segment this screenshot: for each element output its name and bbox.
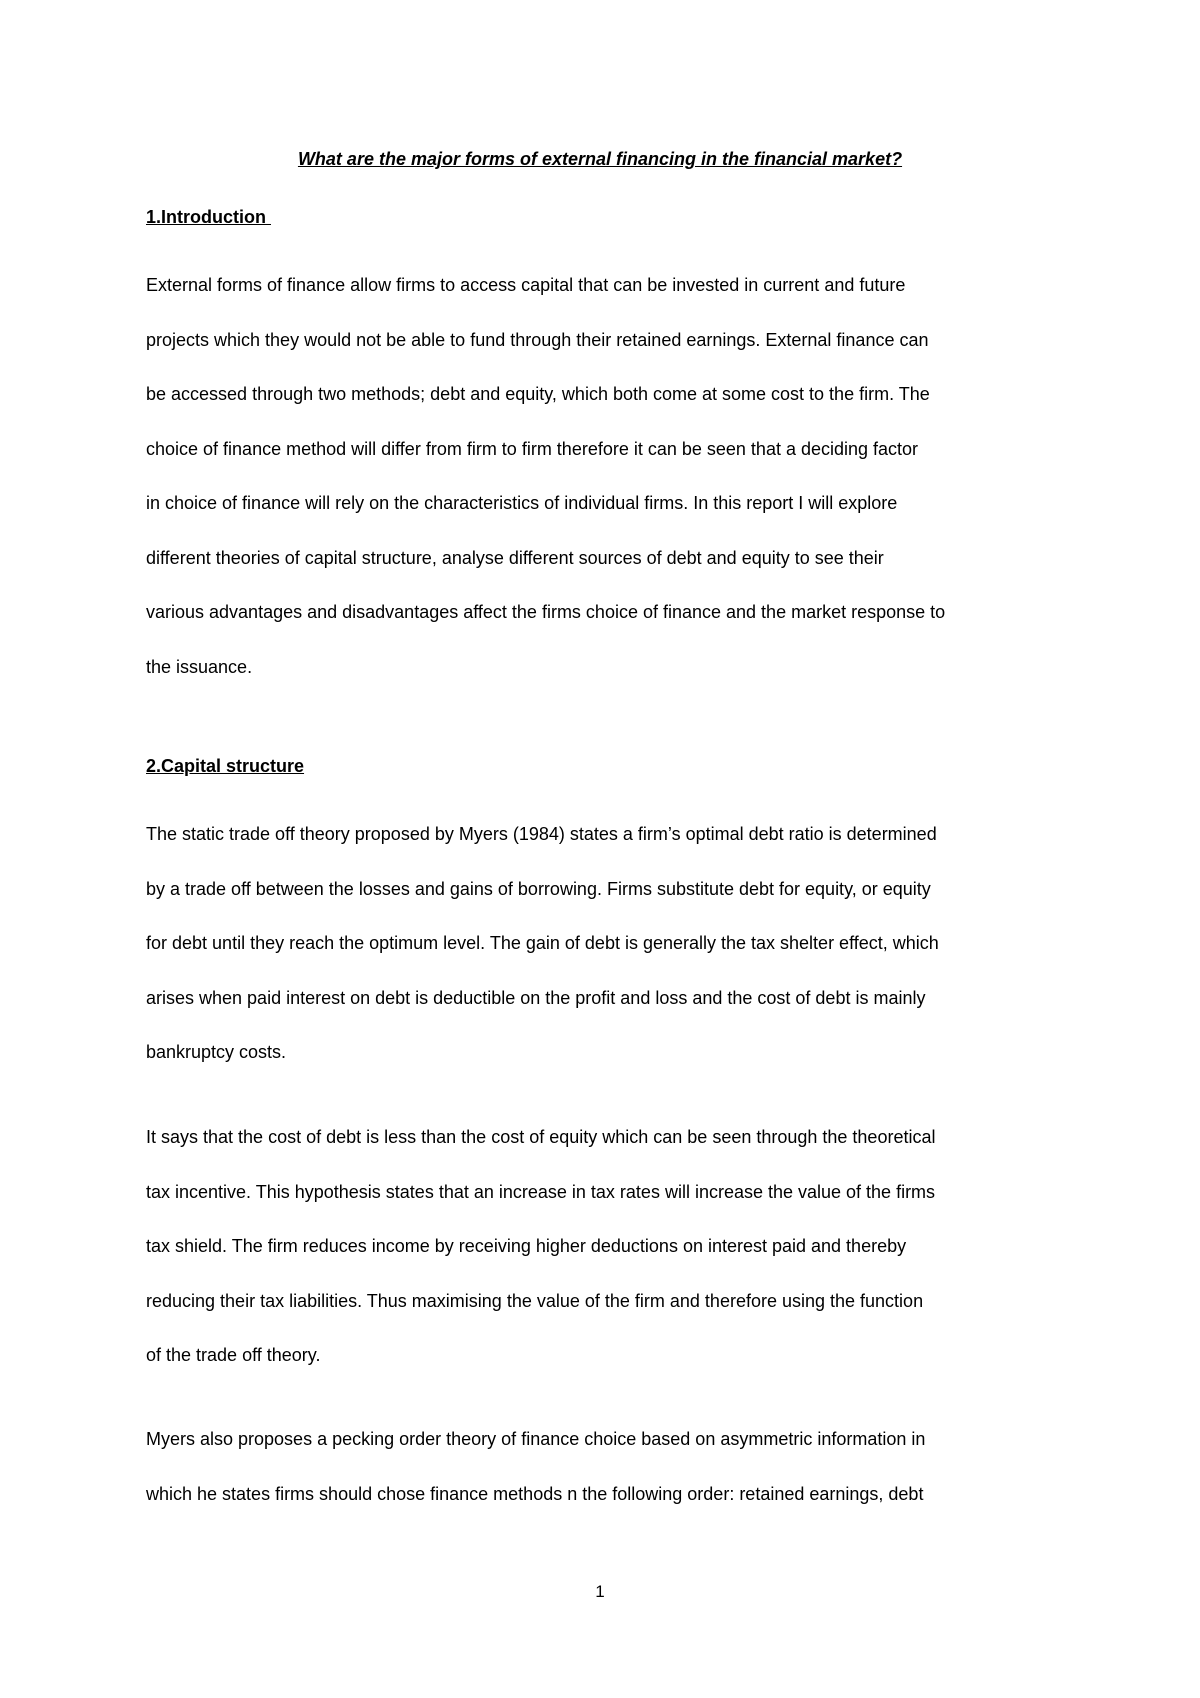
text-line: of the trade off theory. (146, 1345, 321, 1365)
text-line: the issuance. (146, 656, 253, 677)
paragraph-introduction (146, 258, 1066, 694)
section-heading-introduction: 1.Introduction (146, 207, 271, 227)
text-line: Myers also proposes a pecking order theory of finance choice based on asymmetric information in (146, 1429, 926, 1449)
text-line: arises when paid interest on debt is deductible on the profit and loss and the cost of debt is mainly (146, 987, 926, 1008)
paragraph-static-trade-off (146, 807, 1066, 1080)
text-line: which he states firms should chose finance methods n the following order: retained earnings, debt (146, 1483, 924, 1504)
text-line: for debt until they reach the optimum level. The gain of debt is generally the tax shelter effect, which (146, 933, 939, 953)
text-line: tax shield. The firm reduces income by receiving higher deductions on interest paid and thereby (146, 1236, 907, 1256)
document-title: What are the major forms of external financing in the financial market? (297, 149, 903, 169)
text-line: tax incentive. This hypothesis states that an increase in tax rates will increase the value of the firms (146, 1181, 936, 1202)
text-line: various advantages and disadvantages affect the firms choice of finance and the market response to (146, 602, 946, 622)
text-line: projects which they would not be able to fund through their retained earnings. External finance can (146, 329, 929, 350)
text-line: External forms of finance allow firms to access capital that can be invested in current and future (146, 275, 906, 295)
text-line: bankruptcy costs. (146, 1042, 287, 1062)
text-line: by a trade off between the losses and gains of borrowing. Firms substitute debt for equity, or equity (146, 878, 931, 899)
text-line: It says that the cost of debt is less than the cost of equity which can be seen through the theoretical (146, 1127, 936, 1147)
text-line: be accessed through two methods; debt and equity, which both come at some cost to the firm. The (146, 384, 930, 404)
paragraph-tax-incentive (146, 1110, 1066, 1383)
page-number: 1 (595, 1582, 605, 1601)
text-line: choice of finance method will differ from firm to firm therefore it can be seen that a deciding factor (146, 438, 919, 459)
text-line: different theories of capital structure, analyse different sources of debt and equity to see their (146, 547, 884, 568)
text-line: in choice of finance will rely on the characteristics of individual firms. In this report I will explore (146, 493, 898, 513)
section-heading-capital-structure: 2.Capital structure (146, 756, 305, 776)
text-line: The static trade off theory proposed by Myers (1984) states a firm’s optimal debt ratio is determined (146, 824, 937, 844)
paragraph-pecking-order (146, 1412, 1066, 1521)
text-line: reducing their tax liabilities. Thus maximising the value of the firm and therefore using the function (146, 1290, 924, 1311)
